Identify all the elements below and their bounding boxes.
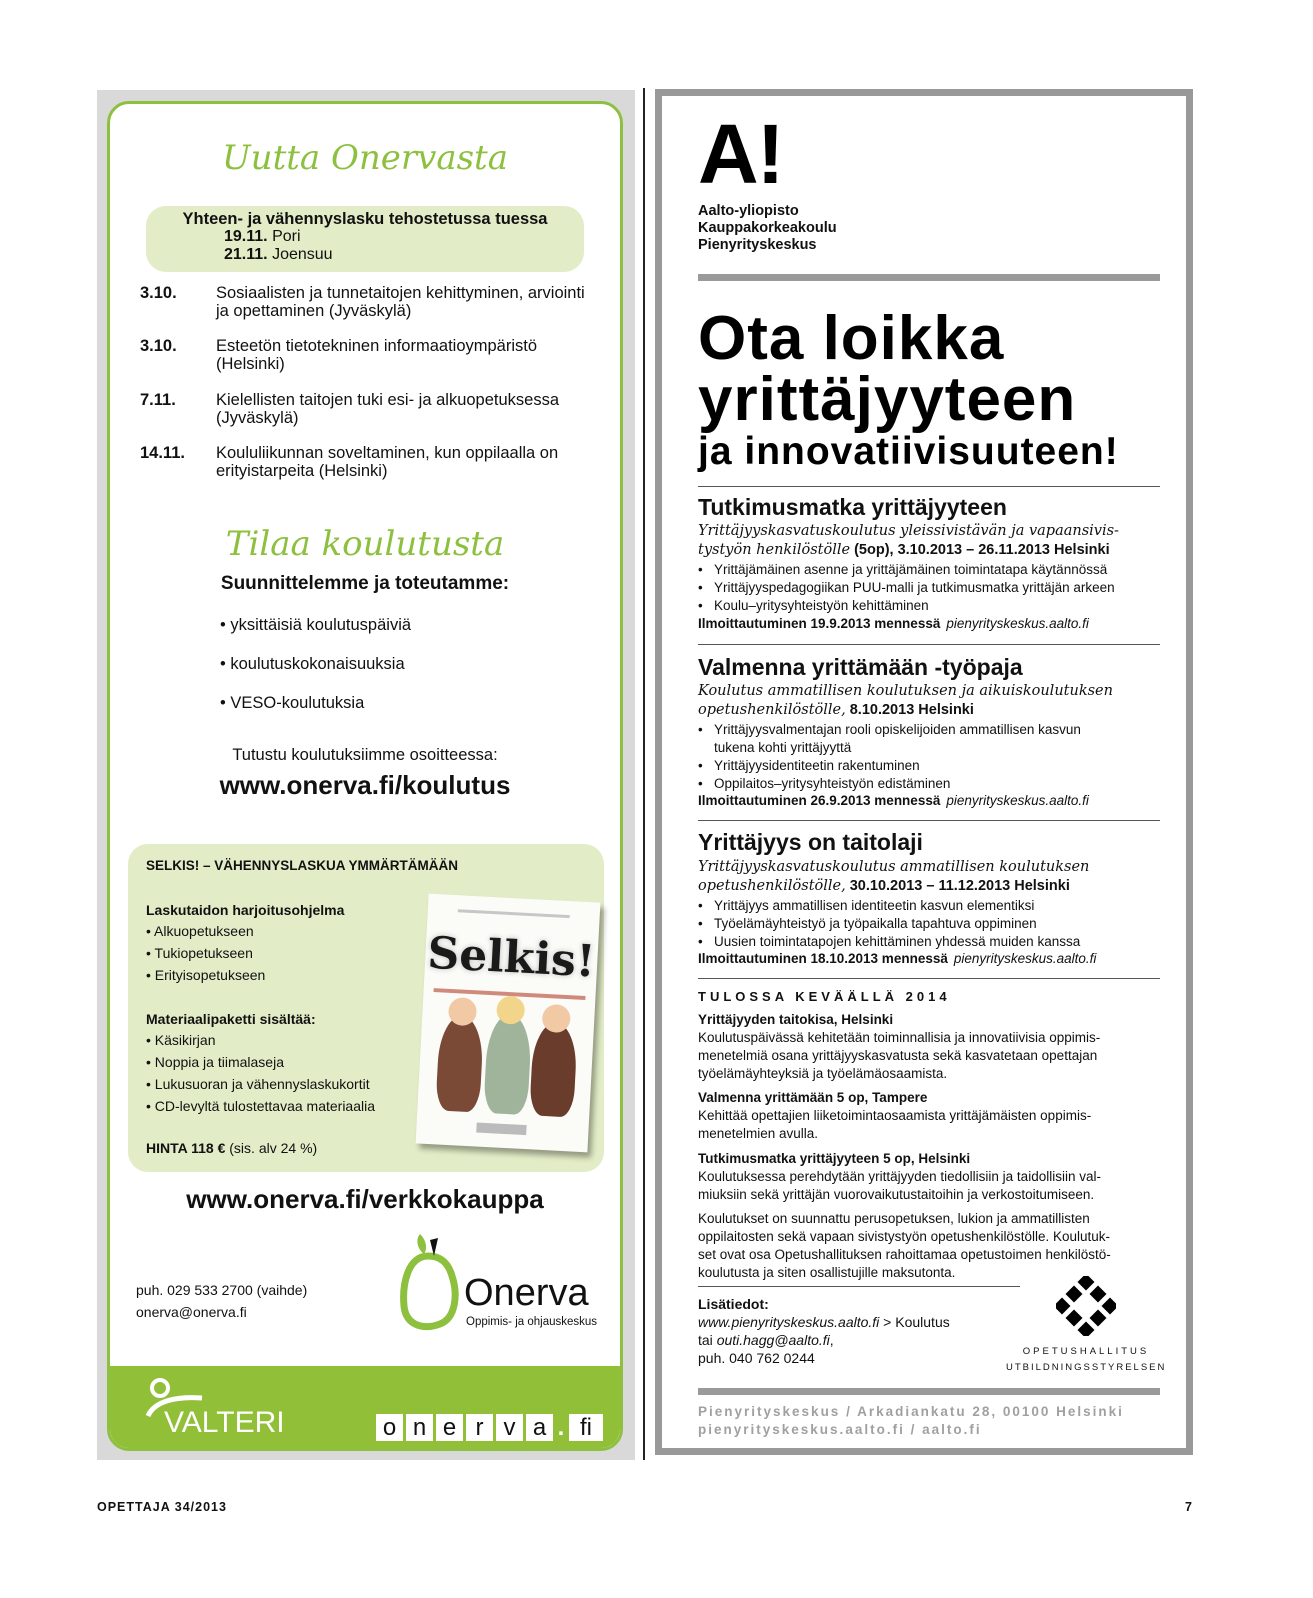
child-head xyxy=(542,1004,571,1033)
section-bullet: • Koulu–yritysyhteistyön kehittäminen xyxy=(698,598,929,613)
bullet-text: Yrittäjämäinen asenne ja yrittäjämäinen toimintatapa käytännössä xyxy=(714,562,1108,577)
price xyxy=(146,1140,317,1156)
more-info-email-line xyxy=(698,1332,834,1348)
order-subtitle: Suunnittelemme ja toteutamme: xyxy=(220,573,510,594)
page-number: 7 xyxy=(1185,1500,1192,1514)
description-line: menetelmien avulla. xyxy=(698,1126,819,1141)
course-date: 3.10. xyxy=(140,284,177,302)
upcoming-description xyxy=(698,1029,1168,1083)
org-line: Kauppakorkeakoulu xyxy=(698,220,837,236)
subtitle-italic: Yrittäjyyskasvatuskoulutus yleissivistävän ja vapaansivis- xyxy=(698,523,1119,539)
domain-tile-dot: . xyxy=(557,1414,565,1441)
order-title: Tilaa koulutusta xyxy=(225,524,505,564)
section-title: Tutkimusmatka yrittäjyyteen xyxy=(698,494,1007,520)
course-date: 7.11. xyxy=(140,391,176,409)
course-text: Sosiaalisten ja tunnetaitojen kehittyminen, arviointi ja opettaminen (Jyväskylä) xyxy=(216,284,585,320)
aalto-ad xyxy=(655,89,1193,1455)
upcoming-heading: TULOSSA KEVÄÄLLÄ 2014 xyxy=(698,989,951,1004)
highlight-date: 19.11. xyxy=(224,228,268,245)
section-title: Yrittäjyys on taitolaji xyxy=(698,829,923,855)
section-subtitle xyxy=(698,858,1164,896)
order-item: • koulutuskokonaisuuksia xyxy=(220,655,405,673)
cartoon-child-illustration xyxy=(483,1013,532,1115)
utbildningsstyrelsen-logo-text: UTBILDNINGSSTYRELSEN xyxy=(1006,1362,1167,1373)
opetushallitus-logo-text: OPETUSHALLITUS xyxy=(1022,1346,1150,1357)
section-divider xyxy=(698,978,1160,979)
paragraph-line: Koulutukset on suunnattu perusopetuksen, lukion ja ammatillisten xyxy=(698,1211,1090,1226)
grey-separator-bar xyxy=(698,274,1160,281)
bullet-text: Koulu–yritysyhteistyön kehittäminen xyxy=(714,598,929,613)
domain-tile: n xyxy=(406,1414,433,1441)
section-bullet: • Yrittäjyysidentiteetin rakentuminen xyxy=(698,758,920,773)
book-cover-title: Selkis! xyxy=(426,927,597,988)
grey-separator-bar xyxy=(698,1388,1160,1395)
subtitle-italic: opetushenkilöstölle, xyxy=(698,702,846,718)
onerva-ad xyxy=(107,101,623,1451)
course-text: Koululiikunnan soveltaminen, kun oppilaalla on erityistarpeita (Helsinki) xyxy=(216,444,559,480)
description-line: menetelmiä osana yrittäjyyskasvatusta sekä kasvatetaan opettajan xyxy=(698,1048,1098,1063)
description-line: miuksiin sekä yrittäjän vuorovaikutustaitoihin ja verkostoitumiseen. xyxy=(698,1187,1095,1202)
upcoming-description xyxy=(698,1168,1168,1204)
highlight-title: Yhteen- ja vähennyslasku tehostetussa tuessa xyxy=(182,210,548,228)
course-text: Kielellisten taitojen tuki esi- ja alkuopetuksessa (Jyväskylä) xyxy=(216,391,560,427)
package-item: • Noppia ja tiimalaseja xyxy=(146,1054,284,1070)
price-note: (sis. alv 24 %) xyxy=(229,1140,318,1156)
paragraph-line: koulutusta ja siten osallistujille maksutonta. xyxy=(698,1265,956,1280)
registration-deadline: Ilmoittautuminen 19.9.2013 mennessä xyxy=(698,616,941,631)
registration-link[interactable]: pienyrityskeskus.aalto.fi xyxy=(946,793,1089,808)
diamond-grid-icon xyxy=(1056,1276,1116,1336)
section-subtitle xyxy=(698,522,1164,560)
bullet-text: Yrittäjyysvalmentajan rooli opiskelijoiden ammatillisen kasvun xyxy=(714,722,1081,737)
selkis-book-cover-image xyxy=(416,894,601,1153)
section-bullet: • Uusien toimintatapojen kehittäminen yhdessä muiden kanssa xyxy=(698,934,1081,949)
package-item-label: CD-levyltä tulostettavaa materiaalia xyxy=(154,1098,376,1114)
apple-icon xyxy=(394,1234,464,1334)
section-title: Valmenna yrittämään -työpaja xyxy=(698,654,1023,680)
registration-line xyxy=(698,951,1096,966)
package-item: • Käsikirjan xyxy=(146,1032,216,1048)
subtitle-italic: Koulutus ammatillisen koulutuksen ja aikuiskoulutuksen xyxy=(698,683,1113,699)
course-date: 14.11. xyxy=(140,444,185,462)
upcoming-title: Tutkimusmatka yrittäjyyteen 5 op, Helsinki xyxy=(698,1151,971,1166)
subtitle-italic: opetushenkilöstölle, xyxy=(698,878,846,894)
description-line: Koulutuksessa perehdytään yrittäjyyden tiedollisiin ja taidollisiin val- xyxy=(698,1169,1101,1184)
order-item: • VESO-koulutuksia xyxy=(220,694,365,712)
program-item-label: Erityisopetukseen xyxy=(154,967,266,983)
highlight-place: Joensuu xyxy=(272,246,333,263)
package-item: • CD-levyltä tulostettavaa materiaalia xyxy=(146,1098,376,1114)
bullet-text: Uusien toimintatapojen kehittäminen yhdessä muiden kanssa xyxy=(714,934,1081,949)
bullet-text: Työelämäyhteistyö ja työpaikalla tapahtuva oppiminen xyxy=(714,916,1037,931)
selkis-title: SELKIS! – VÄHENNYSLASKUA YMMÄRTÄMÄÄN xyxy=(146,858,459,873)
course-date: 3.10. xyxy=(140,337,177,355)
package-item-label: Noppia ja tiimalaseja xyxy=(154,1054,284,1070)
email-prefix: tai xyxy=(698,1332,717,1348)
info-divider xyxy=(698,1286,1020,1287)
onerva-logo-name: Onerva xyxy=(464,1272,589,1314)
valteri-logo xyxy=(144,1378,284,1448)
description-line: työelämäyhteyksiä ja työelämäosaamista. xyxy=(698,1066,948,1081)
course-text: Esteetön tietotekninen informaatioympäristö (Helsinki) xyxy=(216,337,538,373)
order-item-label: VESO-koulutuksia xyxy=(230,694,365,712)
section-bullet: • Yrittäjyys ammatillisen identiteetin kasvun elementiksi xyxy=(698,898,1035,913)
upcoming-description xyxy=(698,1107,1168,1143)
order-item-label: yksittäisiä koulutuspäiviä xyxy=(230,616,412,634)
org-line: Aalto-yliopisto xyxy=(698,203,799,219)
program-item: • Erityisopetukseen xyxy=(146,967,266,983)
registration-line xyxy=(698,616,1089,631)
website-line: pienyrityskeskus.aalto.fi / aalto.fi xyxy=(698,1422,982,1437)
section-bullet: • Yrittäjyyspedagogiikan PUU-malli ja tutkimusmatka yrittäjän arkeen xyxy=(698,580,1115,595)
more-info-url-suffix: > Koulutus xyxy=(879,1314,950,1330)
valteri-logo-text: VALTERI xyxy=(164,1406,285,1439)
bullet-text: Yrittäjyys ammatillisen identiteetin kasvun elementiksi xyxy=(714,898,1035,913)
cartoon-child-illustration xyxy=(435,1014,484,1112)
description-line: Kehittää opettajien liiketoimintaosaamista yrittäjämäisten oppimis- xyxy=(698,1108,1092,1123)
selkis-box xyxy=(128,844,604,1172)
child-head xyxy=(496,995,525,1024)
onerva-footer-band xyxy=(110,1366,620,1451)
section-divider xyxy=(698,820,1160,821)
more-info-email-link[interactable]: outi.hagg@aalto.fi xyxy=(716,1332,830,1348)
registration-link[interactable]: pienyrityskeskus.aalto.fi xyxy=(953,951,1097,966)
email-link[interactable]: onerva@onerva.fi xyxy=(136,1304,247,1320)
funding-paragraph xyxy=(698,1210,1168,1282)
cartoon-child-illustration xyxy=(529,1021,578,1117)
opetushallitus-logo xyxy=(1006,1276,1166,1386)
phone: puh. 029 533 2700 (vaihde) xyxy=(136,1282,308,1298)
email-suffix: , xyxy=(829,1332,834,1348)
order-item-label: koulutuskokonaisuuksia xyxy=(230,655,405,673)
paragraph-line: oppilaitosten sekä vapaan sivistystyön opetushenkilöstölle. Koulutuk- xyxy=(698,1229,1110,1244)
upcoming-title: Valmenna yrittämään 5 op, Tampere xyxy=(698,1090,928,1105)
subtitle-italic: Yrittäjyyskasvatuskoulutus ammatillisen koulutuksen xyxy=(698,859,1090,875)
org-line: Pienyrityskeskus xyxy=(698,237,817,253)
address-line: Pienyrityskeskus / Arkadiankatu 28, 00100 Helsinki xyxy=(698,1404,1124,1419)
section-bullet: • Oppilaitos–yritysyhteistyön edistäminen xyxy=(698,776,951,791)
registration-line xyxy=(698,793,1089,808)
bullet-text: tukena kohti yrittäjyyttä xyxy=(714,740,852,755)
more-info-heading: Lisätiedot: xyxy=(698,1296,769,1312)
section-bullet: • Työelämäyhteistyö ja työpaikalla tapahtuva oppiminen xyxy=(698,916,1037,931)
child-head xyxy=(448,997,477,1026)
headline-line-3: ja innovatiivisuuteen! xyxy=(698,430,1119,473)
domain-tile: fi xyxy=(569,1414,603,1441)
paragraph-line: set ovat osa Opetushallituksen rahoittamaa opetustoimen henkilöstö- xyxy=(698,1247,1111,1262)
section-subtitle xyxy=(698,682,1164,720)
training-url-link[interactable]: www.onerva.fi/koulutus xyxy=(219,770,511,800)
explore-text: Tutustu koulutuksiimme osoitteessa: xyxy=(232,746,498,764)
more-info-url-link[interactable]: www.pienyrityskeskus.aalto.fi xyxy=(698,1314,880,1330)
section-bullet: • Yrittäjämäinen asenne ja yrittäjämäinen toimintatapa käytännössä xyxy=(698,562,1108,577)
program-item: • Tukiopetukseen xyxy=(146,945,253,961)
subtitle-dates: 30.10.2013 – 11.12.2013 Helsinki xyxy=(845,878,1070,894)
highlight-date: 21.11. xyxy=(224,246,268,263)
order-item: • yksittäisiä koulutuspäiviä xyxy=(220,616,412,634)
aalto-logo: A! xyxy=(698,107,783,201)
onerva-logo-tagline: Oppimis- ja ohjauskeskus xyxy=(466,1316,598,1328)
program-heading: Laskutaidon harjoitusohjelma xyxy=(146,902,345,918)
registration-deadline: Ilmoittautuminen 26.9.2013 mennessä xyxy=(698,793,941,808)
highlight-date-row xyxy=(224,228,301,246)
headline-line-1: Ota loikka xyxy=(698,304,1005,373)
package-item: • Lukusuoran ja vähennyslaskukortit xyxy=(146,1076,370,1092)
domain-tile: r xyxy=(466,1414,493,1441)
more-info-phone: puh. 040 762 0244 xyxy=(698,1350,815,1366)
section-divider xyxy=(698,644,1160,645)
onerva-ad-title: Uutta Onervasta xyxy=(222,138,508,178)
highlight-box xyxy=(146,206,584,272)
subtitle-italic: tystyön henkilöstölle xyxy=(698,542,851,558)
more-info-url-line xyxy=(698,1314,950,1330)
publisher-logos xyxy=(476,1123,526,1136)
package-item-label: Käsikirjan xyxy=(154,1032,216,1048)
section-bullet-continuation xyxy=(698,739,851,757)
onerva-domain-logo xyxy=(376,1414,603,1441)
domain-tile: o xyxy=(376,1414,403,1441)
publication-info: OPETTAJA 34/2013 xyxy=(97,1500,227,1514)
highlight-date-row xyxy=(224,246,333,264)
section-divider xyxy=(698,486,1160,487)
program-item-label: Tukiopetukseen xyxy=(154,945,253,961)
domain-tile: v xyxy=(496,1414,523,1441)
shop-url-link[interactable]: www.onerva.fi/verkkokauppa xyxy=(186,1184,544,1214)
section-bullet: • Yrittäjyysvalmentajan rooli opiskelijoiden ammatillisen kasvun xyxy=(698,722,1081,737)
registration-deadline: Ilmoittautuminen 18.10.2013 mennessä xyxy=(698,951,948,966)
upcoming-title: Yrittäjyyden taitokisa, Helsinki xyxy=(698,1012,894,1027)
package-heading: Materiaalipaketti sisältää: xyxy=(146,1011,316,1027)
program-item: • Alkuopetukseen xyxy=(146,923,254,939)
headline-line-2: yrittäjyyteen xyxy=(698,365,1077,434)
package-item-label: Lukusuoran ja vähennyslaskukortit xyxy=(154,1076,370,1092)
bullet-text: Oppilaitos–yritysyhteistyön edistäminen xyxy=(714,776,951,791)
domain-tile: a xyxy=(526,1414,553,1441)
bullet-text: Yrittäjyysidentiteetin rakentuminen xyxy=(714,758,920,773)
highlight-place: Pori xyxy=(272,228,301,245)
book-authors-line xyxy=(458,909,570,918)
program-item-label: Alkuopetukseen xyxy=(154,923,254,939)
registration-link[interactable]: pienyrityskeskus.aalto.fi xyxy=(946,616,1089,631)
column-divider xyxy=(643,88,645,1460)
subtitle-dates: (5op), 3.10.2013 – 26.11.2013 Helsinki xyxy=(850,542,1110,558)
bullet-text: Yrittäjyyspedagogiikan PUU-malli ja tutkimusmatka yrittäjän arkeen xyxy=(714,580,1115,595)
description-line: Koulutuspäivässä kehitetään toiminnallisia ja innovatiivisia oppimis- xyxy=(698,1030,1101,1045)
domain-tile: e xyxy=(436,1414,463,1441)
price-label: HINTA 118 € xyxy=(146,1140,226,1156)
subtitle-dates: 8.10.2013 Helsinki xyxy=(845,702,974,718)
onerva-logo xyxy=(394,1234,604,1334)
